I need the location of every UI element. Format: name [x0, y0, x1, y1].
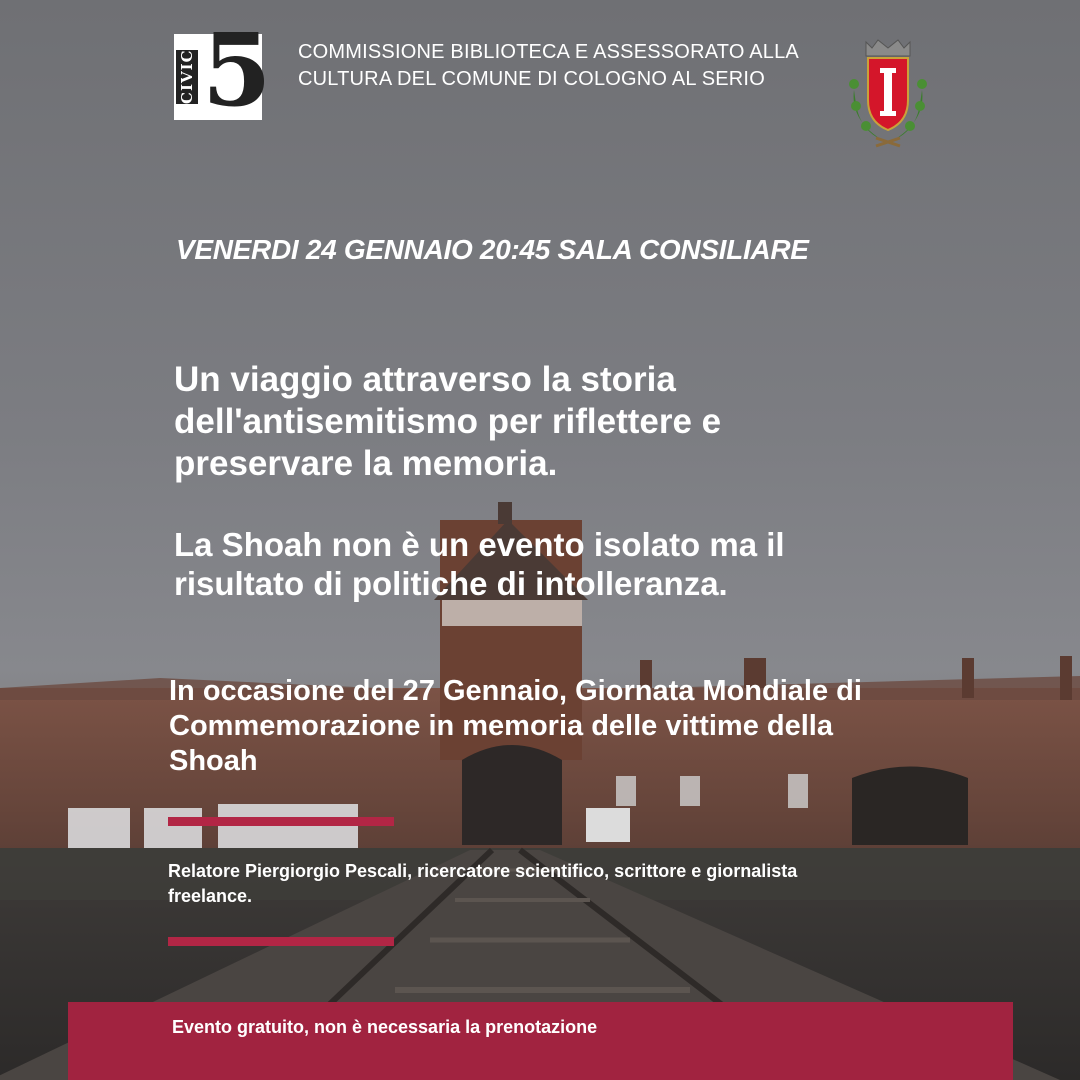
civico5-logo-word: CIVICO	[178, 35, 196, 104]
footer-banner	[68, 1002, 1013, 1080]
civico5-logo	[174, 11, 272, 129]
civico5-logo-mark	[176, 11, 272, 129]
civico5-logo-number: 5	[202, 11, 272, 129]
speaker-text: Relatore Piergiorgio Pescali, ricercatore scientifico, scrittore e giornalista freelance.	[168, 861, 798, 906]
municipal-coat-of-arms	[842, 34, 934, 150]
accent-divider-top	[168, 817, 394, 826]
footer-text: Evento gratuito, non è necessaria la prenotazione	[172, 1017, 598, 1037]
event-date-venue: VENERDI 24 GENNAIO 20:45 SALA CONSILIARE	[176, 234, 809, 265]
organizer-text: COMMISSIONE BIBLIOTECA E ASSESSORATO ALLA CULTURA DEL COMUNE DI COLOGNO AL SERIO	[298, 41, 798, 90]
event-lead-text: Un viaggio attraverso la storia dell'antisemitismo per riflettere e preservare la memoria.	[174, 360, 722, 483]
event-lead-text-2: La Shoah non è un evento isolato ma il risultato di politiche di intolleranza.	[174, 526, 785, 602]
accent-divider-bottom	[168, 937, 394, 946]
occasion-text: In occasione del 27 Gennaio, Giornata Mondiale di Commemorazione in memoria delle vittime della Shoah	[169, 675, 862, 777]
